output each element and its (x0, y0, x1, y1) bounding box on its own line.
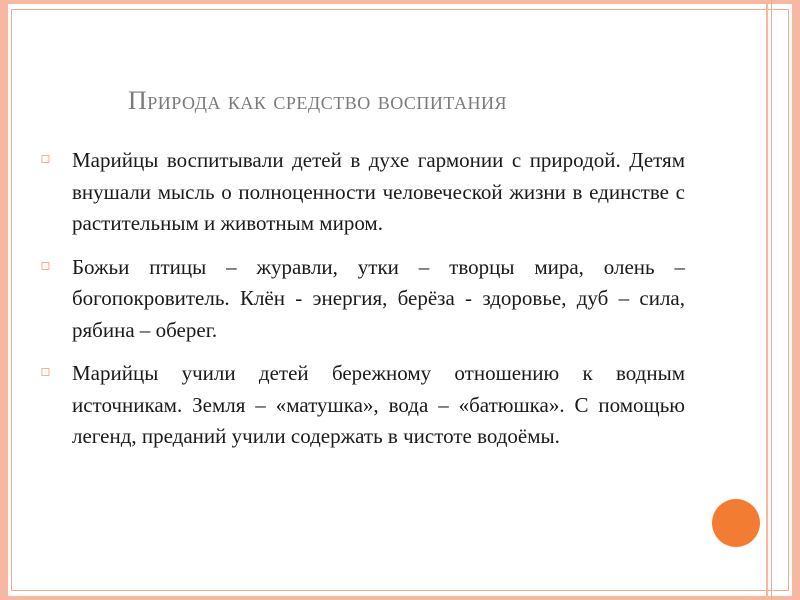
bullet-icon: ▫ (40, 361, 51, 380)
list-item (40, 252, 685, 347)
bullet-text: Божьи птицы – журавли, утки – творцы мира, олень – богопокровитель. Клён - энергия, берёза - здоровье, дуб – сила, рябина – оберег. (72, 254, 685, 342)
frame-right-stripe-thin (771, 0, 772, 600)
list-item (40, 145, 685, 240)
bullet-text: Марийцы воспитывали детей в духе гармонии с природой. Детям внушали мысль о полноценности человеческой жизни в единстве с растительным и животным миром. (72, 148, 685, 235)
bullet-icon: ▫ (40, 148, 51, 167)
bullet-icon: ▫ (40, 254, 51, 274)
decorative-circle (712, 499, 760, 547)
slide-title: Природа как средство воспитания (128, 86, 508, 115)
list-item (40, 358, 685, 453)
bullet-text: Марийцы учили детей бережному отношению к водным источникам. Земля – «матушка», вода – «батюшка». С помощью легенд, преданий учили содержать в чистоте водоёмы. (72, 361, 685, 448)
bullet-list (40, 145, 685, 465)
frame-right-stripe (766, 0, 768, 600)
